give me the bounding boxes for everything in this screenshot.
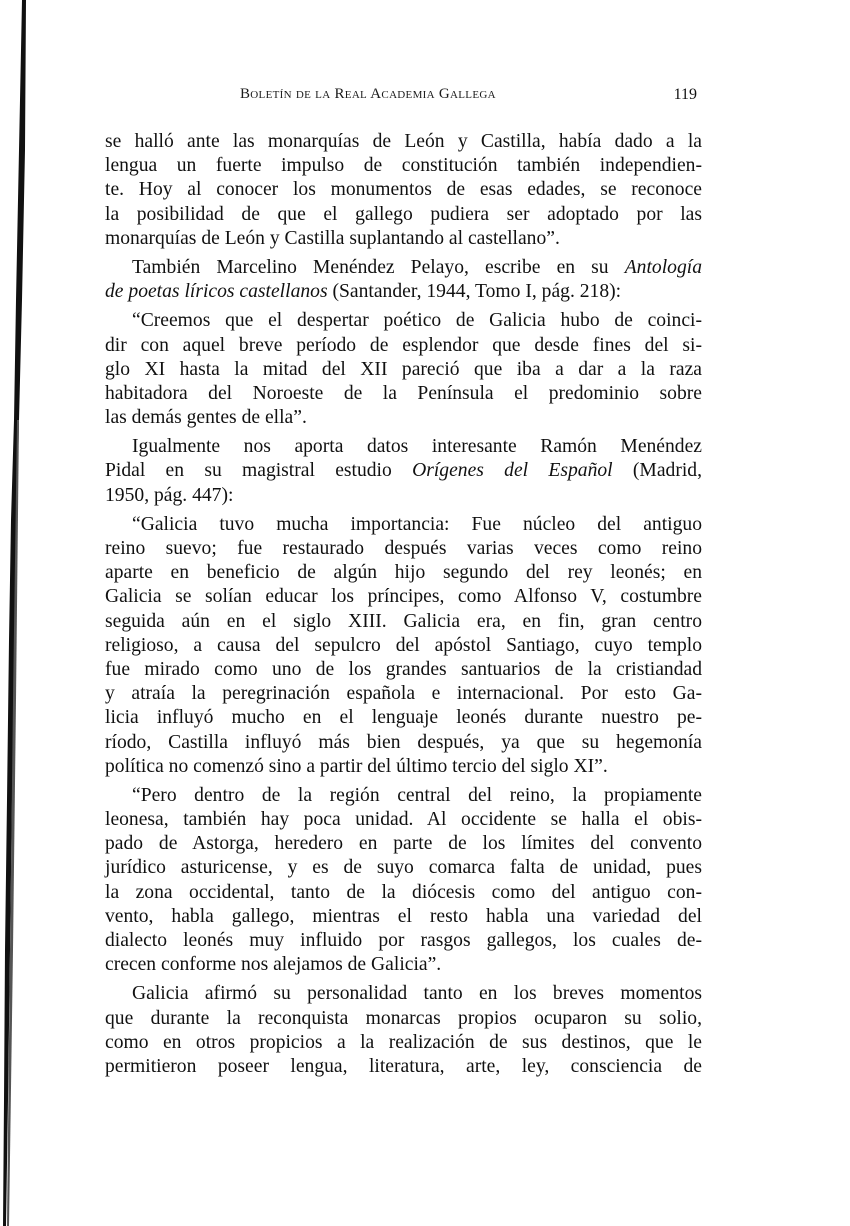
body-text xyxy=(105,130,702,1079)
text-line: licia influyó mucho en el lenguaje leonés durante nuestro pe- xyxy=(105,707,702,729)
text-line: vento, habla gallego, mientras el resto habla una variedad del xyxy=(105,905,702,927)
text-line: Galicia afirmó su personalidad tanto en los breves momentos xyxy=(132,983,702,1005)
text-line: política no comenzó sino a partir del último tercio del siglo XI”. xyxy=(105,755,608,777)
paragraph xyxy=(105,256,702,304)
text-line: monarquías de León y Castilla suplantando al castellano”. xyxy=(105,227,560,249)
text-line: ríodo, Castilla influyó más bien después, ya que su hegemonía xyxy=(105,731,702,753)
text-line: las demás gentes de ella”. xyxy=(105,407,307,429)
text-line: leonesa, también hay poca unidad. Al occidente se halla el obis- xyxy=(105,809,702,831)
scan-binding-shadow xyxy=(0,0,30,1226)
text-line: Igualmente nos aporta datos interesante Ramón Menéndez xyxy=(132,436,702,458)
text-line: 1950, pág. 447): xyxy=(105,484,234,506)
text-line: la posibilidad de que el gallego pudiera ser adoptado por las xyxy=(105,203,702,225)
text-line: que durante la reconquista monarcas propios ocuparon su solio, xyxy=(105,1007,702,1029)
page-header xyxy=(105,86,697,112)
text-line: permitieron poseer lengua, literatura, arte, ley, consciencia de xyxy=(105,1055,702,1077)
text-line: te. Hoy al conocer los monumentos de esas edades, se reconoce xyxy=(105,179,702,201)
text-line: y atraía la peregrinación española e internacional. Por esto Ga- xyxy=(105,683,702,705)
paragraph xyxy=(105,435,702,508)
text-line: “Pero dentro de la región central del reino, la propiamente xyxy=(132,784,702,806)
text-line: como en otros propicios a la realización de sus destinos, que le xyxy=(105,1031,702,1053)
paragraph xyxy=(105,982,702,1079)
paragraph xyxy=(105,130,702,251)
text-line: Galicia se solían educar los príncipes, como Alfonso V, costumbre xyxy=(105,586,702,608)
text-line: “Creemos que el despertar poético de Galicia hubo de coinci- xyxy=(132,310,702,332)
text-line: reino suevo; fue restaurado después varias veces como reino xyxy=(105,538,702,559)
paragraph xyxy=(105,513,702,779)
text-line: habitadora del Noroeste de la Península el predominio sobre xyxy=(105,382,702,404)
text-line: crecen conforme nos alejamos de Galicia”. xyxy=(105,954,442,976)
paragraph xyxy=(105,309,702,430)
running-title: Boletín de la Real Academia Gallega xyxy=(240,86,496,102)
text-line: seguida aún en el siglo XIII. Galicia era, en fin, gran centro xyxy=(105,610,702,632)
text-line: Pidal en su magistral estudio Orígenes del Español (Madrid, xyxy=(105,460,703,482)
text-line: fue mirado como uno de los grandes santuarios de la cristiandad xyxy=(105,658,702,680)
text-line: También Marcelino Menéndez Pelayo, escribe en su Antología xyxy=(132,256,702,278)
text-line: “Galicia tuvo mucha importancia: Fue núcleo del antiguo xyxy=(132,513,702,535)
text-line: la zona occidental, tanto de la diócesis como del antiguo con- xyxy=(105,881,702,903)
text-line: aparte en beneficio de algún hijo segundo del rey leonés; en xyxy=(105,562,702,584)
page-number: 119 xyxy=(673,86,697,103)
text-line: dialecto leonés muy influido por rasgos gallegos, los cuales de- xyxy=(105,930,702,951)
text-line: lengua un fuerte impulso de constitución también independien- xyxy=(105,155,702,177)
text-line: jurídico asturicense, y es de suyo comarca falta de unidad, pues xyxy=(105,857,702,879)
text-line: se halló ante las monarquías de León y Castilla, había dado a la xyxy=(105,131,702,152)
text-line: de poetas líricos castellanos (Santander, 1944, Tomo I, pág. 218): xyxy=(105,281,622,303)
paragraph xyxy=(105,784,702,978)
text-line: religioso, a causa del sepulcro del apóstol Santiago, cuyo templo xyxy=(105,634,702,656)
text-line: pado de Astorga, heredero en parte de los límites del convento xyxy=(105,833,702,855)
text-line: dir con aquel breve período de esplendor que desde fines del si- xyxy=(105,334,702,356)
text-line: glo XI hasta la mitad del XII pareció que iba a dar a la raza xyxy=(105,358,702,380)
